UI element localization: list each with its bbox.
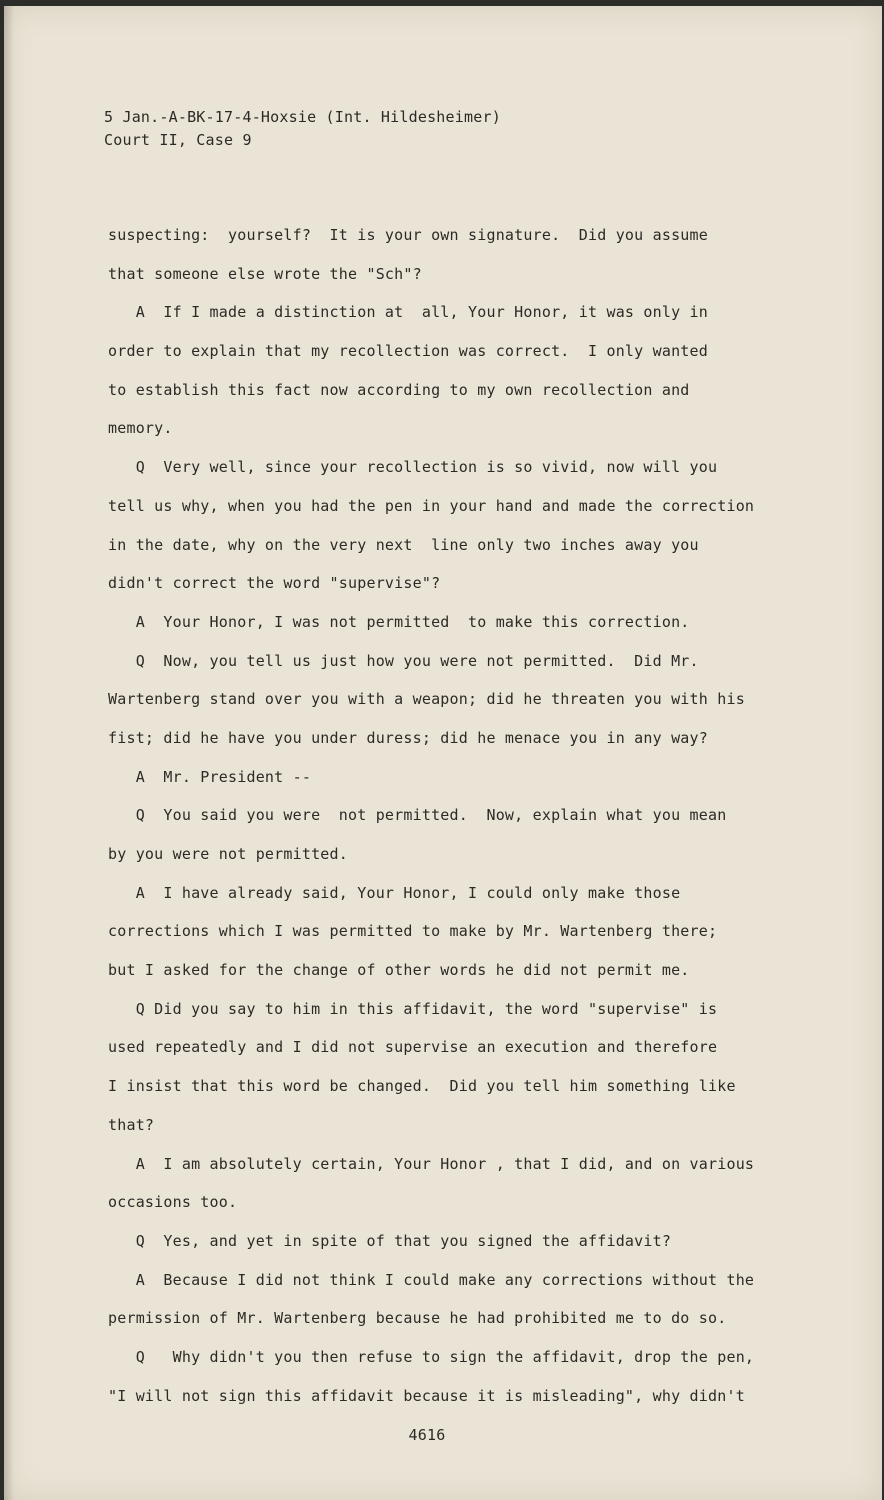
transcript-line: but I asked for the change of other words he did not permit me. [108, 961, 690, 980]
transcript-line: Q Did you say to him in this affidavit, the word "supervise" is [108, 999, 718, 1018]
header-court-line: Court II, Case 9 [104, 131, 252, 149]
transcript-line: A I am absolutely certain, Your Honor , that I did, and on various [108, 1154, 755, 1173]
transcript-line: A I have already said, Your Honor, I could only make those [108, 883, 681, 902]
transcript-line: A Because I did not think I could make any corrections without the [108, 1270, 755, 1289]
transcript-line: occasions too. [108, 1193, 238, 1212]
transcript-line: Q Why didn't you then refuse to sign the affidavit, drop the pen, [108, 1347, 755, 1366]
transcript-line: Wartenberg stand over you with a weapon; did he threaten you with his [108, 690, 745, 709]
transcript-line: in the date, why on the very next line only two inches away you [108, 535, 699, 554]
transcript-line: used repeatedly and I did not supervise an execution and therefore [108, 1038, 718, 1057]
transcript-line: that? [108, 1115, 155, 1134]
transcript-line: memory. [108, 419, 173, 438]
transcript-body [108, 216, 798, 1415]
transcript-line: order to explain that my recollection was correct. I only wanted [108, 342, 708, 361]
transcript-line: I insist that this word be changed. Did you tell him something like [108, 1077, 736, 1096]
transcript-line: Q Yes, and yet in spite of that you signed the affidavit? [108, 1231, 672, 1250]
header-case-line: 5 Jan.-A-BK-17-4-Hoxsie (Int. Hildesheimer) [104, 108, 501, 126]
transcript-line: by you were not permitted. [108, 845, 348, 863]
transcript-line: Q You said you were not permitted. Now, explain what you mean [108, 806, 727, 825]
transcript-line: Q Very well, since your recollection is so vivid, now will you [108, 458, 718, 477]
transcript-line: corrections which I was permitted to make by Mr. Wartenberg there; [108, 922, 718, 941]
transcript-line: fist; did he have you under duress; did he menace you in any way? [108, 728, 708, 747]
transcript-line: tell us why, when you had the pen in your hand and made the correction [108, 496, 755, 515]
transcript-line: "I will not sign this affidavit because it is misleading", why didn't [108, 1386, 745, 1405]
transcript-line: didn't correct the word "supervise"? [108, 574, 441, 593]
transcript-line: Q Now, you tell us just how you were not permitted. Did Mr. [108, 651, 699, 670]
transcript-line: A Your Honor, I was not permitted to make this correction. [108, 612, 690, 631]
page-number: 4616 [408, 1426, 446, 1444]
page-header [104, 106, 501, 152]
transcript-line: to establish this fact now according to my own recollection and [108, 380, 690, 399]
page-edge-shadow [4, 6, 14, 1500]
page-footer [0, 1426, 884, 1444]
transcript-line: A If I made a distinction at all, Your Honor, it was only in [108, 303, 708, 322]
transcript-line: suspecting: yourself? It is your own signature. Did you assume [108, 226, 708, 244]
transcript-line: permission of Mr. Wartenberg because he had prohibited me to do so. [108, 1309, 727, 1328]
transcript-line: A Mr. President -- [108, 767, 312, 786]
transcript-line: that someone else wrote the "Sch"? [108, 264, 422, 283]
